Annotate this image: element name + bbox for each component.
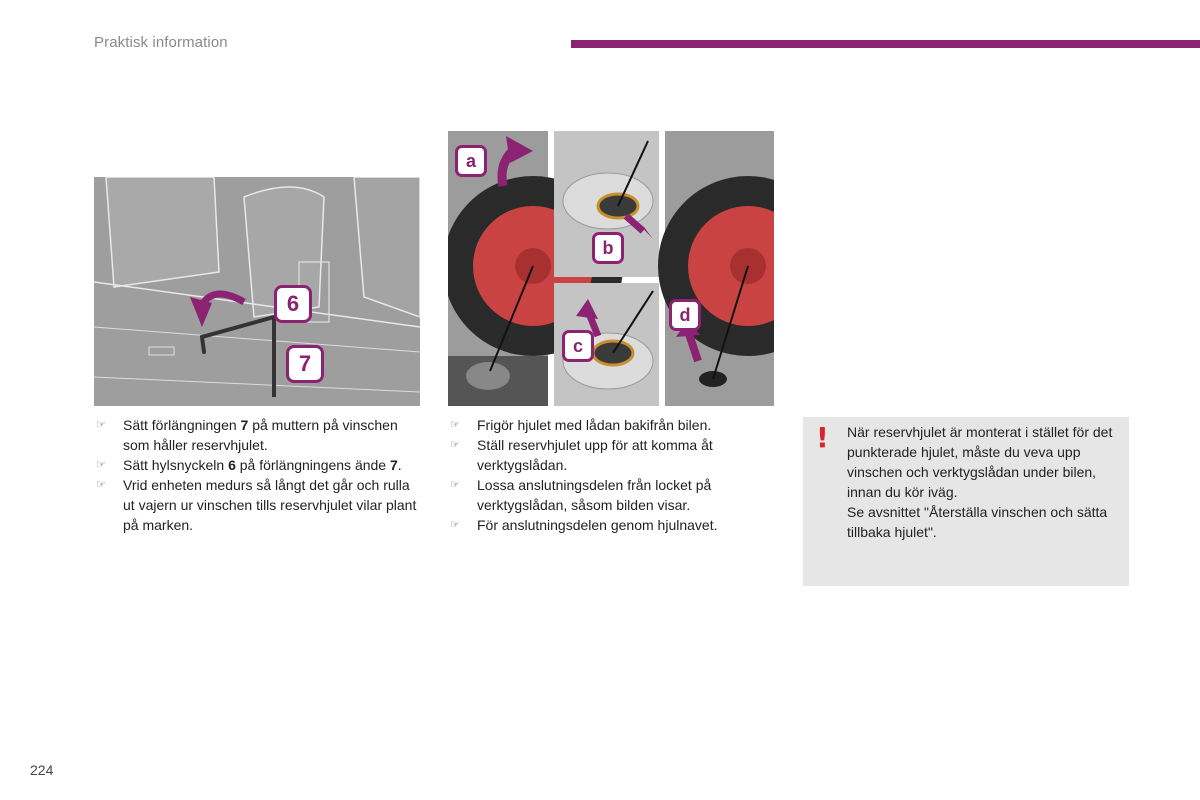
list-item: ☞ Lossa anslutningsdelen från locket på verktygslådan, såsom bilden visar. bbox=[450, 477, 712, 513]
callout-c: c bbox=[562, 330, 594, 362]
list-item: ☞ Vrid enheten medurs så långt det går och rulla ut vajern ur vinschen tills reservhjulet vilar plant på marken. bbox=[96, 477, 417, 533]
warning-box bbox=[803, 417, 1129, 586]
callout-6: 6 bbox=[274, 285, 312, 323]
list-item: ☞ Frigör hjulet med lådan bakifrån bilen. bbox=[450, 417, 712, 433]
list-item: ☞ Sätt hylsnyckeln 6 på förlängningens ände 7. bbox=[96, 457, 402, 473]
instructions-middle bbox=[448, 415, 748, 535]
pointer-icon: ☞ bbox=[450, 479, 460, 491]
pointer-icon: ☞ bbox=[96, 479, 106, 491]
figure-spare-wheel-steps bbox=[448, 131, 774, 406]
section-title: Praktisk information bbox=[94, 34, 228, 51]
instructions-left bbox=[94, 415, 424, 535]
trunk-illustration bbox=[94, 177, 420, 406]
list-item: ☞ Sätt förlängningen 7 på muttern på vinschen som håller reservhjulet. bbox=[96, 417, 398, 453]
page-number: 224 bbox=[30, 762, 54, 778]
warning-text: När reservhjulet är monterat i stället för det punkterade hjulet, måste du veva upp vinschen och verktygslådan under bilen, innan du kör iväg. Se avsnittet "Återställa vinschen och sätta tillbaka hjulet". bbox=[847, 424, 1113, 540]
header-accent-bar bbox=[571, 40, 1200, 48]
callout-a: a bbox=[455, 145, 487, 177]
spare-wheel-illustration bbox=[448, 131, 774, 406]
callout-7: 7 bbox=[286, 345, 324, 383]
pointer-icon: ☞ bbox=[450, 439, 460, 451]
callout-d: d bbox=[669, 299, 701, 331]
pointer-icon: ☞ bbox=[96, 459, 106, 471]
pointer-icon: ☞ bbox=[450, 419, 460, 431]
pointer-icon: ☞ bbox=[450, 519, 460, 531]
callout-b: b bbox=[592, 232, 624, 264]
figure-trunk-winch bbox=[94, 177, 420, 406]
pointer-icon: ☞ bbox=[96, 419, 106, 431]
list-item: ☞ Ställ reservhjulet upp för att komma åt verktygslådan. bbox=[450, 437, 713, 473]
warning-icon: ! bbox=[816, 421, 829, 454]
list-item: ☞ För anslutningsdelen genom hjulnavet. bbox=[450, 517, 718, 533]
